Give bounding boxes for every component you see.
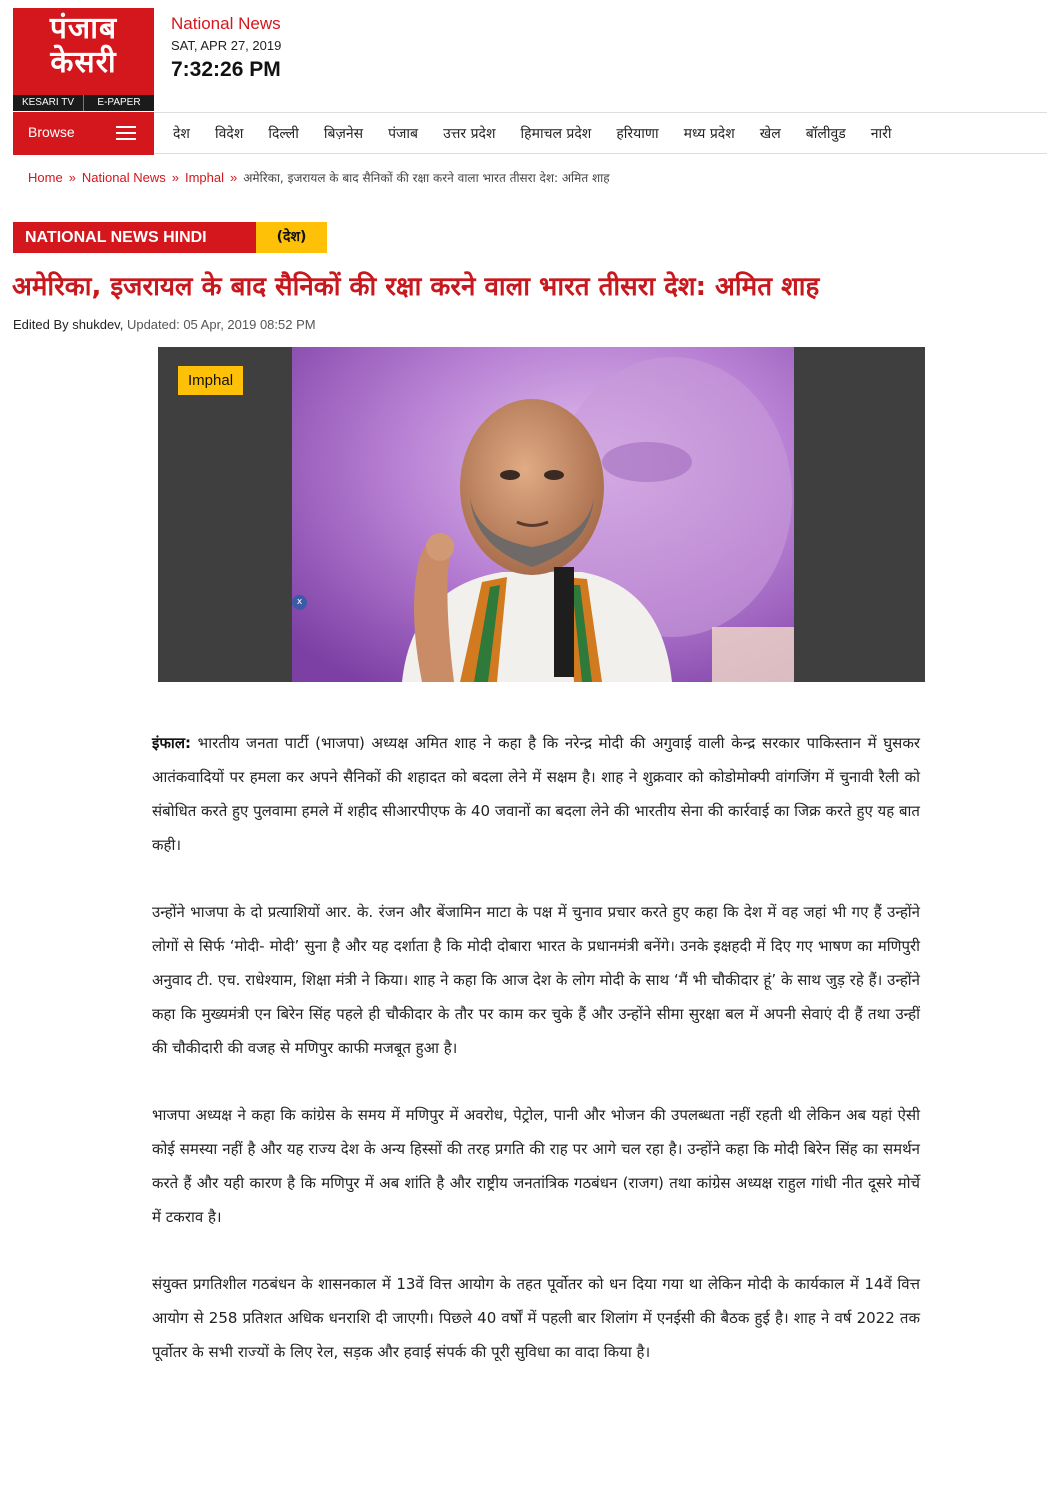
breadcrumb-separator: » bbox=[68, 170, 76, 185]
close-icon[interactable]: x bbox=[292, 595, 307, 610]
hamburger-icon[interactable] bbox=[116, 126, 136, 141]
article-paragraph: भाजपा अध्यक्ष ने कहा कि कांग्रेस के समय में मणिपुर में अवरोध, पेट्रोल, पानी और भोजन की उपलब्धता नहीं रहती थी लेकिन अब यहां ऐसी कोई समस्या नहीं है और यह राज्य देश के अन्य हिस्सों की तरह प्रगति की राह पर आगे चल रहा है। उन्होंने कहा कि मोदी बिरेन सिंह का समर्थन करते हैं और यही कारण है कि मणिपुर में अब शांति है और राष्ट्रीय जनतांत्रिक गठबंधन (राजग) तथा कांग्रेस अध्यक्ष राहुल गांधी नीत दूसरे मोर्चे में टकराव है। bbox=[152, 1106, 920, 1226]
site-logo[interactable] bbox=[13, 8, 154, 111]
article-paragraph bbox=[152, 726, 920, 862]
browse-button[interactable] bbox=[13, 112, 154, 155]
nav-item-khel[interactable]: खेल bbox=[759, 125, 781, 142]
nav-item-desh[interactable]: देश bbox=[173, 125, 190, 142]
nav-item-delhi[interactable]: दिल्ली bbox=[268, 125, 299, 142]
byline-updated: Updated: 05 Apr, 2019 08:52 PM bbox=[126, 317, 316, 332]
nav-items bbox=[173, 113, 916, 153]
breadcrumb-separator: » bbox=[171, 170, 179, 185]
byline-author: Edited By shukdev, bbox=[13, 317, 124, 332]
section-title: National News bbox=[171, 14, 281, 33]
nav-item-punjab[interactable]: पंजाब bbox=[388, 125, 419, 142]
logo-text: पंजाब केसरी bbox=[49, 11, 118, 80]
location-tag[interactable]: Imphal bbox=[178, 366, 243, 395]
article-paragraph: संयुक्त प्रगतिशील गठबंधन के शासनकाल में 13वें वित्त आयोग के तहत पूर्वोतर को धन दिया गया था लेकिन मोदी के कार्यकाल में 14वें वित्त आयोग से 258 प्रतिशत अधिक धनराशि दी जाएगी। पिछले 40 वर्षों में पहली बार शिलांग में एनईसी की बैठक हुई है। शाह ने वर्ष 2022 तक पूर्वोतर के सभी राज्यों के लिए रेल, सड़क और हवाई संपर्क की पूरी सुविधा का वादा किया है। bbox=[152, 1275, 920, 1361]
article-image-container bbox=[158, 347, 925, 682]
kesari-tv-link[interactable]: KESARI TV bbox=[21, 97, 75, 108]
paragraph-text: भारतीय जनता पार्टी (भाजपा) अध्यक्ष अमित शाह ने कहा है कि नरेन्द्र मोदी की अगुवाई वाली केन्द्र सरकार पाकिस्तान में घुसकर आतंकवादियों पर हमला कर अपने सैनिकों की शहादत को बदला लेने में सक्षम है। शाह ने शुक्रवार को कोडोमोक्पी वांगजिंग में चुनावी रैली को संबोधित करते हुए पुलवामा हमले में शहीद सीआरपीएफ के 40 जवानों का बदला लेने की भारतीय सेना की कार्रवाई का जिक्र करते हुए यह बात कही। bbox=[152, 734, 920, 854]
nav-item-himachal-pradesh[interactable]: हिमाचल प्रदेश bbox=[520, 125, 592, 142]
nav-item-nari[interactable]: नारी bbox=[870, 125, 892, 142]
breadcrumb-home[interactable]: Home bbox=[28, 170, 63, 185]
main-nav bbox=[13, 112, 1047, 154]
article-paragraph: उन्होंने भाजपा के दो प्रत्याशियों आर. के. रंजन और बेंजामिन माटा के पक्ष में चुनाव प्रचार करते हुए कहा कि देश में वह जहां भी गए हैं उन्होंने लोगों से सिर्फ ‘मोदी- मोदी’ सुना है और यह दर्शाता है कि मोदी दोबारा भारत के प्रधानमंत्री बनेंगे। उनके इक्षहदी में दिए गए भाषण का मणिपुरी अनुवाद टी. एच. राधेश्याम, शिक्षा मंत्री ने किया। शाह ने कहा कि आज देश के लोग मोदी के साथ ‘मैं भी चौकीदार हूं’ के साथ जुड़ रहे हैं। उन्होंने कहा कि मुख्यमंत्री एन बिरेन सिंह पहले ही चौकीदार के तौर पर काम कर चुके हैं और उन्होंने सीमा सुरक्षा बल में अपनी सेवाएं दी हैं तथा उन्हीं की चौकीदारी की वजह से मणिपुर काफी मजबूत हुआ है। bbox=[152, 903, 920, 1057]
breadcrumb-imphal[interactable]: Imphal bbox=[184, 170, 225, 185]
nav-item-bollywood[interactable]: बॉलीवुड bbox=[805, 125, 846, 142]
breadcrumb bbox=[28, 169, 610, 186]
header-date: SAT, APR 27, 2019 bbox=[171, 38, 282, 53]
breadcrumb-current: अमेरिका, इजरायल के बाद सैनिकों की रक्षा करने वाला भारत तीसरा देश: अमित शाह bbox=[243, 171, 610, 185]
nav-item-videsh[interactable]: विदेश bbox=[214, 125, 244, 142]
logo-strip bbox=[13, 95, 154, 111]
subcategory-label[interactable]: (देश) bbox=[256, 222, 327, 253]
breadcrumb-separator: » bbox=[230, 170, 238, 185]
category-label[interactable]: NATIONAL NEWS HINDI bbox=[13, 222, 256, 253]
article-photo bbox=[292, 347, 794, 682]
nav-item-haryana[interactable]: हरियाणा bbox=[616, 125, 659, 142]
nav-item-business[interactable]: बिज़नेस bbox=[323, 125, 364, 142]
article-body bbox=[152, 726, 920, 1402]
e-paper-link[interactable]: E-PAPER bbox=[97, 97, 141, 108]
breadcrumb-national-news[interactable]: National News bbox=[81, 170, 166, 185]
category-bar bbox=[13, 222, 327, 253]
header-time: 7:32:26 PM bbox=[171, 58, 281, 81]
dateline: इंफाल: bbox=[152, 734, 191, 752]
byline bbox=[13, 317, 316, 332]
nav-item-uttar-pradesh[interactable]: उत्तर प्रदेश bbox=[443, 125, 496, 142]
article-headline: अमेरिका, इजरायल के बाद सैनिकों की रक्षा करने वाला भारत तीसरा देश: अमित शाह bbox=[12, 272, 820, 302]
browse-label: Browse bbox=[28, 124, 75, 140]
nav-item-madhya-pradesh[interactable]: मध्य प्रदेश bbox=[683, 125, 735, 142]
